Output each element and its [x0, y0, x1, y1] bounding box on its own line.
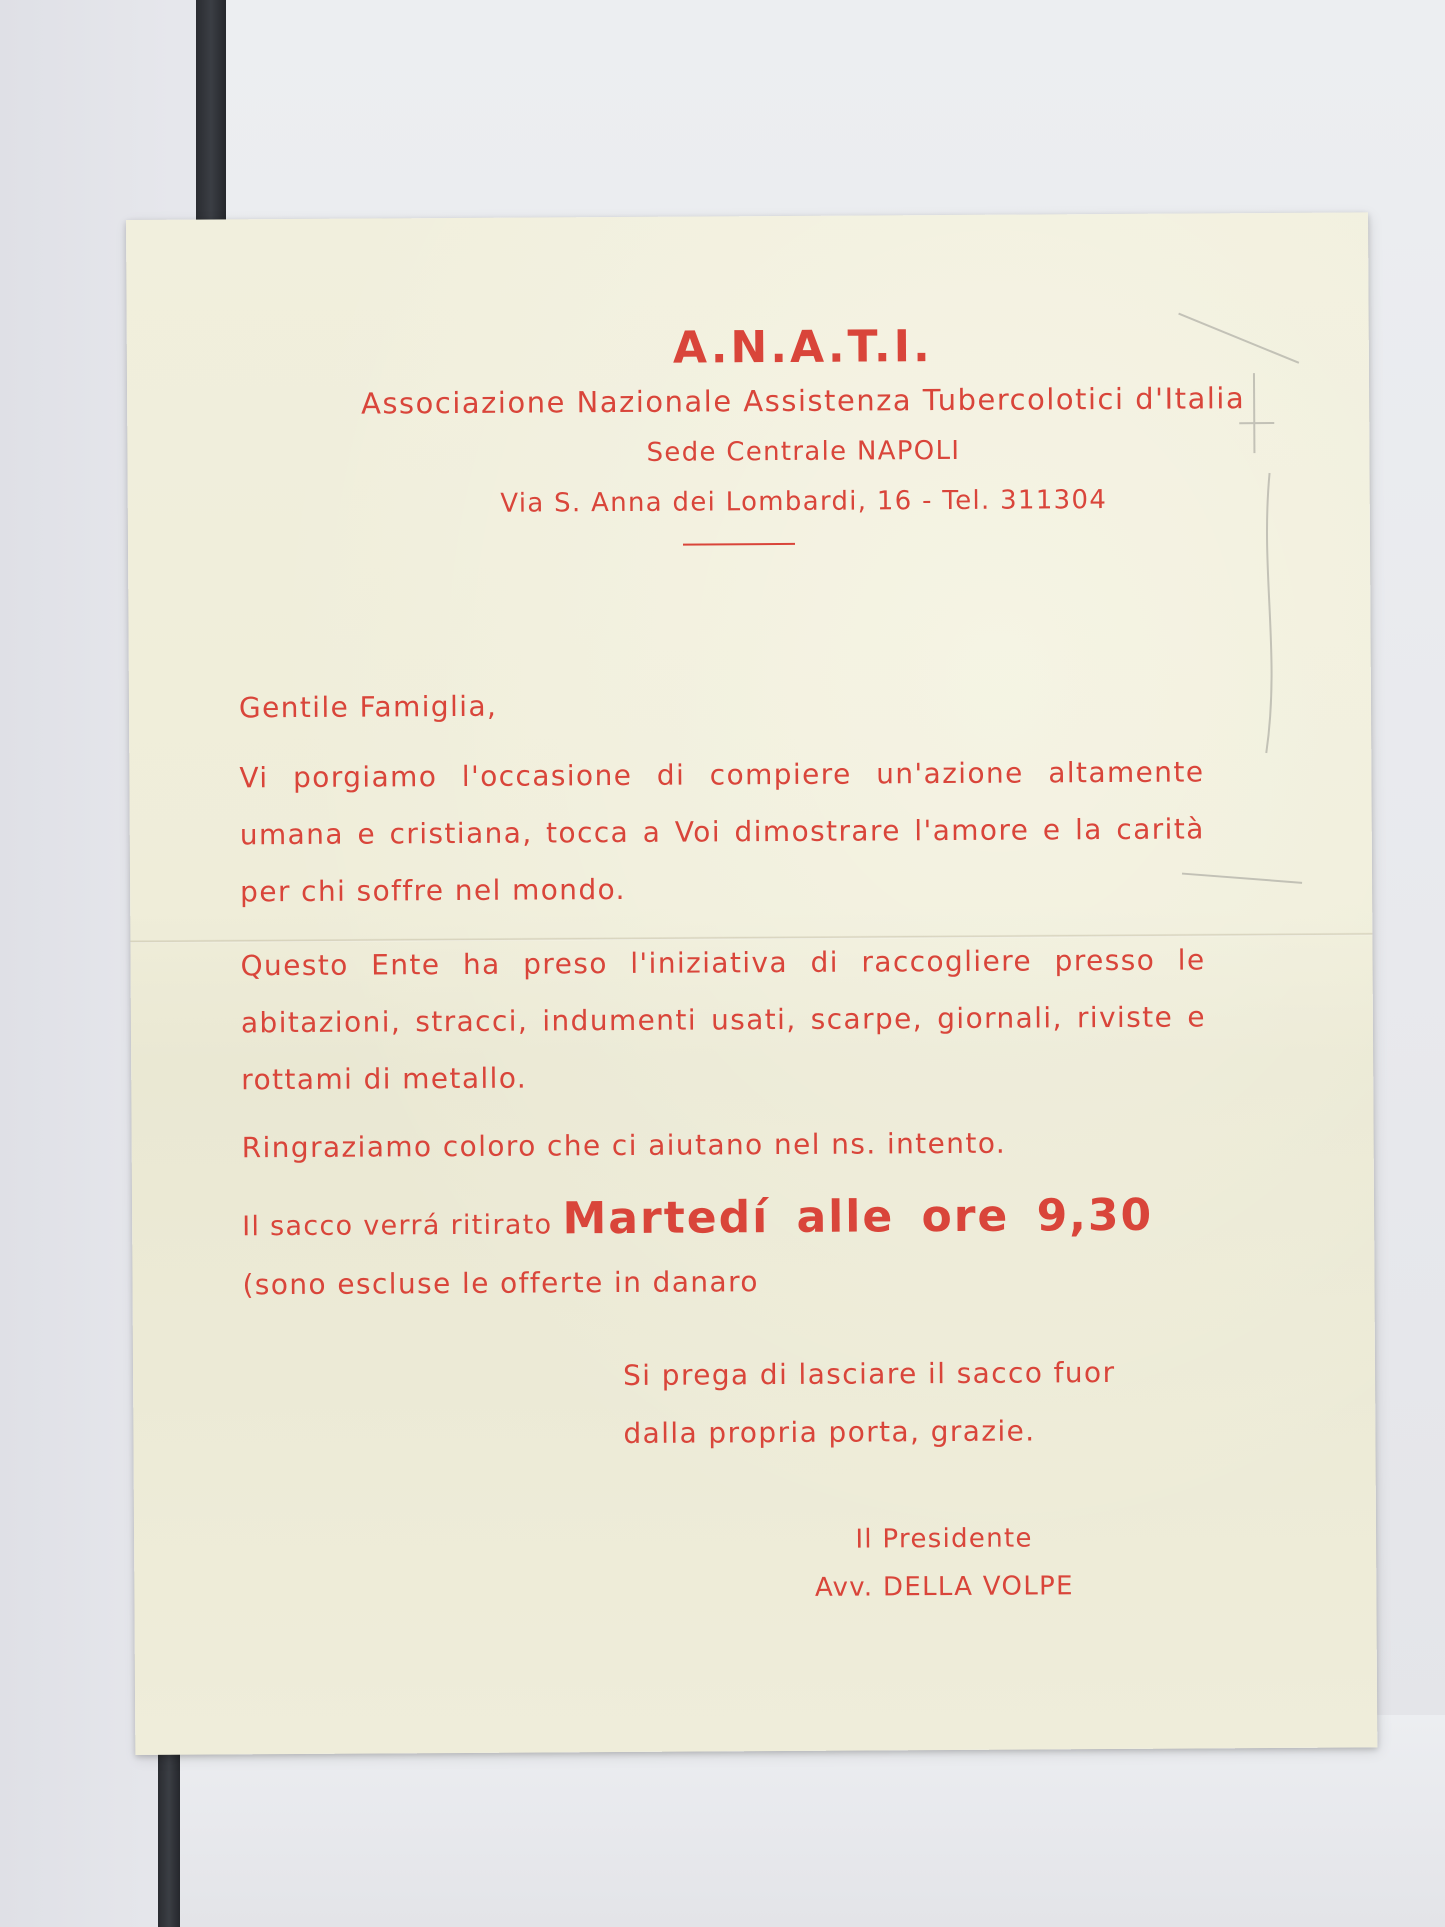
salutation: Gentile Famiglia,	[238, 689, 498, 725]
paragraph-initiative: Questo Ente ha preso l'iniziativa di raccogliere presso le abitazioni, stracci, indumenti usati, scarpe, giornali, riviste e rottami di metallo.	[240, 943, 1206, 1097]
letter-sheet	[126, 212, 1377, 1755]
header-divider	[683, 543, 795, 546]
paragraph-appeal: Vi porgiamo l'occasione di compiere un'azione altamente umana e cristiana, tocca a Voi dimostrare l'amore e la carità per chi soffre nel mondo.	[239, 755, 1205, 909]
request-line-2: dalla propria porta, grazie.	[623, 1414, 1036, 1450]
org-address: Via S. Anna dei Lombardi, 16 - Tel. 311304	[500, 485, 1108, 519]
request-line-1: Si prega di lasciare il sacco fuor	[622, 1355, 1116, 1392]
exclusion-note: (sono escluse le offerte in danaro	[242, 1265, 759, 1302]
letterhead	[127, 317, 1370, 549]
org-seat: Sede Centrale NAPOLI	[646, 435, 961, 468]
signature-name: Avv. DELLA VOLPE	[814, 1571, 1074, 1603]
paragraph-thanks: Ringraziamo coloro che ci aiutano nel ns. intento.	[241, 1126, 1007, 1165]
request-note	[623, 1343, 1214, 1463]
signature-block	[734, 1514, 1155, 1613]
pickup-time: Martedí alle ore 9,30	[562, 1189, 1154, 1245]
org-full-name: Associazione Nazionale Assistenza Tubercolotici d'Italia	[360, 381, 1246, 421]
pickup-notice	[242, 1181, 1222, 1261]
org-acronym: A.N.A.T.I.	[672, 321, 933, 374]
signature-title: Il Presidente	[855, 1523, 1033, 1555]
pickup-lead: Il sacco verrá ritirato	[242, 1209, 553, 1243]
